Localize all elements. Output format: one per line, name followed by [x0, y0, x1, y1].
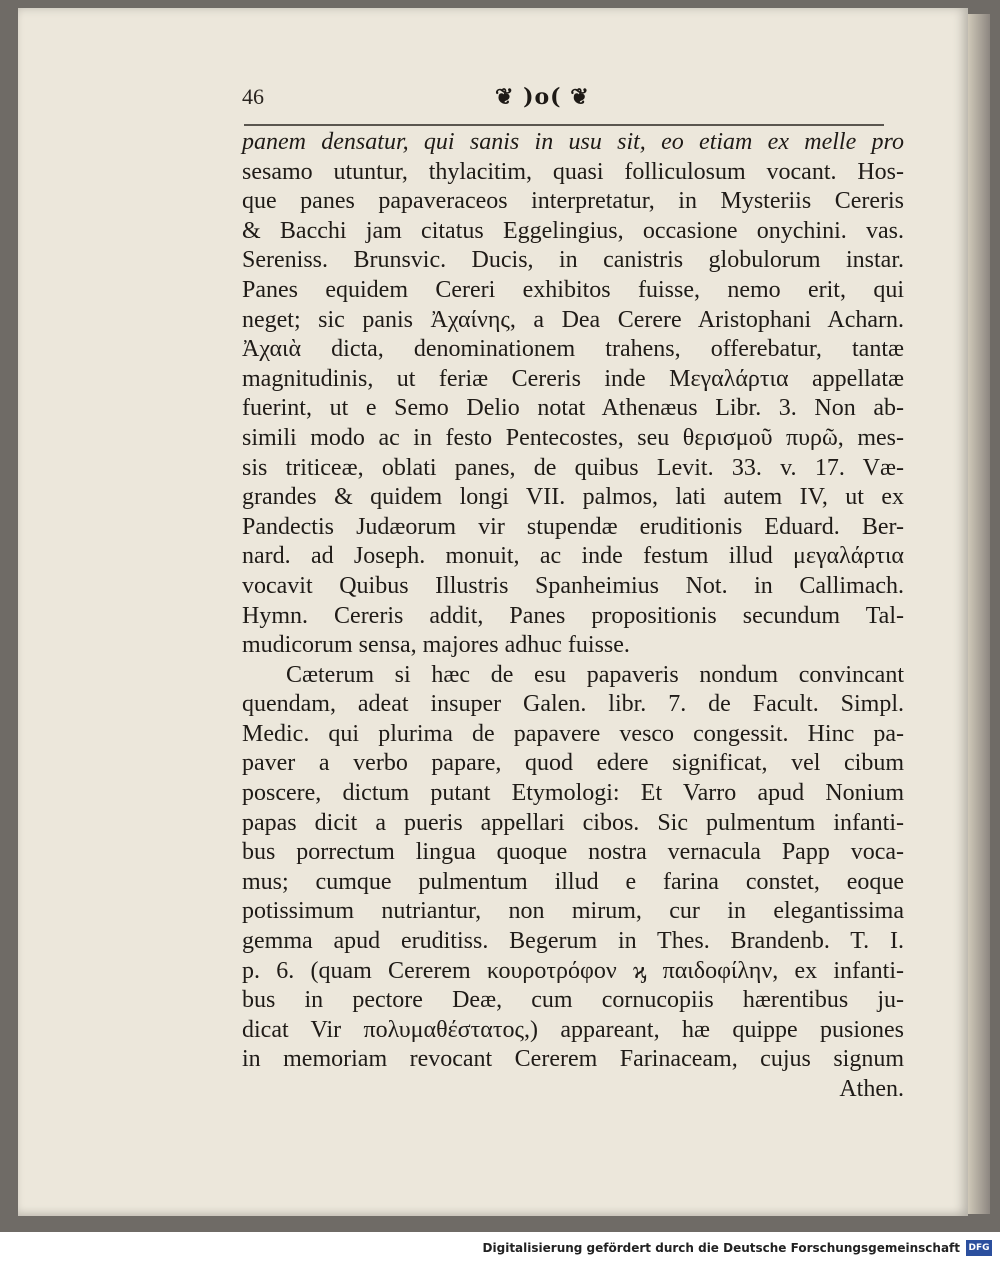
- text-line: magnitudinis, ut feriæ Cereris inde Μεγαλάρτια appellatæ: [242, 365, 904, 392]
- text-line: fuerint, ut e Semo Delio notat Athenæus Libr. 3. Non ab-: [242, 395, 904, 422]
- body-text: [242, 128, 904, 1105]
- text-line: Medic. qui plurima de papavere vesco congessit. Hinc pa-: [242, 720, 904, 747]
- text-line: grandes & quidem longi VII. palmos, lati autem IV, ut ex: [242, 484, 904, 511]
- text-line: dicat Vir πολυμαθέστατος,) appareant, hæ quippe pusiones: [242, 1016, 904, 1043]
- text-line: panem densatur, qui sanis in usu sit, eo etiam ex melle pro: [242, 129, 904, 155]
- text-line: poscere, dictum putant Etymologi: Et Varro apud Nonium: [242, 780, 904, 807]
- text-line: & Bacchi jam citatus Eggelingius, occasione onychini. vas.: [242, 217, 904, 244]
- footer-credit: Digitalisierung gefördert durch die Deutsche Forschungsgemeinschaft: [482, 1241, 960, 1255]
- footer-bar: [0, 1232, 1000, 1268]
- dfg-logo: DFG: [966, 1240, 992, 1256]
- text-line: bus in pectore Deæ, cum cornucopiis hærentibus ju-: [242, 987, 904, 1014]
- text-line: quendam, adeat insuper Galen. libr. 7. de Facult. Simpl.: [242, 691, 904, 718]
- text-line: que panes papaveraceos interpretatur, in Mysteriis Cereris: [242, 188, 904, 215]
- text-line: Cæterum si hæc de esu papaveris nondum convincant: [286, 661, 904, 688]
- text-line: mudicorum sensa, majores adhuc fuisse.: [242, 632, 630, 659]
- text-line: papas dicit a pueris appellari cibos. Sic pulmentum infanti-: [242, 809, 904, 836]
- text-line: bus porrectum lingua quoque nostra vernacula Papp voca-: [242, 839, 904, 866]
- text-line: gemma apud eruditiss. Begerum in Thes. Brandenb. T. I.: [242, 928, 904, 955]
- text-line: in memoriam revocant Cererem Farinaceam, cujus signum: [242, 1046, 904, 1073]
- catchword: Athen.: [839, 1076, 904, 1102]
- text-line: mus; cumque pulmentum illud e farina constet, eoque: [242, 868, 904, 895]
- text-line: vocavit Quibus Illustris Spanheimius Not. in Callimach.: [242, 572, 904, 599]
- text-line: potissimum nutriantur, non mirum, cur in elegantissima: [242, 898, 904, 925]
- text-line: Panes equidem Cereri exhibitos fuisse, nemo erit, qui: [242, 276, 904, 303]
- text-line: sis triticeæ, oblati panes, de quibus Levit. 33. v. 17. Væ-: [242, 454, 904, 481]
- text-line: paver a verbo papare, quod edere significat, vel cibum: [242, 750, 904, 777]
- page-number: 46: [242, 84, 264, 109]
- header-rule: [244, 124, 884, 126]
- text-line: Hymn. Cereris addit, Panes propositionis secundum Tal-: [242, 602, 904, 629]
- text-line: neget; sic panis Ἀχαίνης, a Dea Cerere Aristophani Acharn.: [242, 306, 904, 333]
- header-ornament: ❦ )o( ❦: [495, 84, 590, 110]
- page-edge-shadow: [968, 14, 990, 1214]
- text-line: Ἀχαιὰ dicta, denominationem trahens, offerebatur, tantæ: [242, 336, 904, 363]
- page-header: [240, 84, 660, 114]
- text-line: Sereniss. Brunsvic. Ducis, in canistris globulorum instar.: [242, 247, 904, 274]
- text-line: p. 6. (quam Cererem κουροτρόφον ϗ παιδοφίλην, ex infanti-: [242, 957, 904, 984]
- text-line: sesamo utuntur, thylacitim, quasi folliculosum vocant. Hos-: [242, 158, 904, 185]
- text-line: simili modo ac in festo Pentecostes, seu θερισμοῦ πυρῶ, mes-: [242, 424, 904, 451]
- text-line: Pandectis Judæorum vir stupendæ eruditionis Eduard. Ber-: [242, 513, 904, 540]
- text-line: nard. ad Joseph. monuit, ac inde festum illud μεγαλάρτια: [242, 543, 904, 570]
